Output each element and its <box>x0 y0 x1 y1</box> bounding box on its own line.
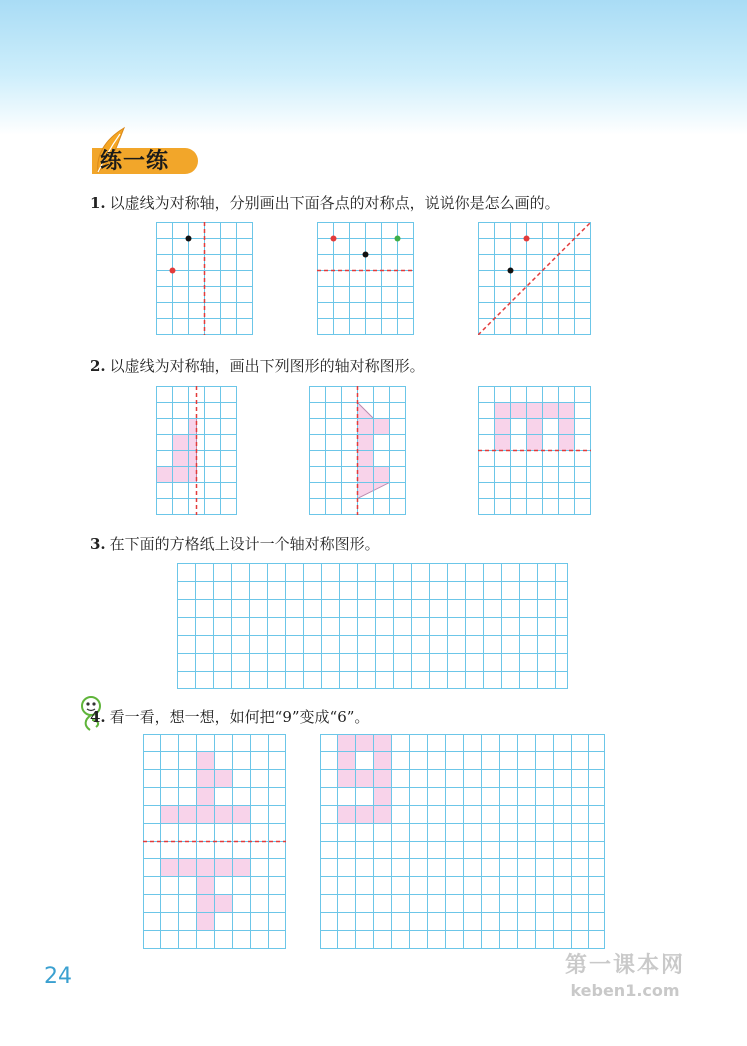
page-number: 24 <box>44 964 72 989</box>
section-title: 练一练 <box>100 149 170 174</box>
point-black <box>186 236 192 242</box>
watermark-line-1: 第一课本网 <box>564 953 685 978</box>
digit-nine-shape <box>338 735 392 824</box>
design-grid[interactable] <box>177 563 568 689</box>
watermark <box>560 948 690 1000</box>
question-text: 在下面的方格纸上设计一个轴对称图形。 <box>109 535 380 553</box>
question-3 <box>90 533 380 554</box>
question-text: 以虚线为对称轴，分别画出下面各点的对称点，说说你是怎么画的。 <box>109 194 560 212</box>
point-red <box>524 236 530 242</box>
header-band <box>0 0 747 135</box>
question-number: 1. <box>90 194 106 212</box>
given-shape <box>495 403 575 451</box>
q1-grid-c <box>478 222 591 335</box>
q2-grid-b <box>309 386 406 515</box>
q1-grid-b <box>317 222 414 335</box>
point-black <box>508 268 514 274</box>
question-text: 看一看，想一想，如何把“9”变成“6”。 <box>109 708 370 726</box>
question-2 <box>90 355 425 376</box>
question-4 <box>90 706 369 727</box>
question-number: 2. <box>90 357 106 375</box>
point-black <box>363 252 369 258</box>
point-green <box>395 236 401 242</box>
q4-grid-right <box>320 734 605 949</box>
point-red <box>331 236 337 242</box>
q2-grid-a <box>156 386 237 515</box>
q4-grid-left <box>143 734 286 949</box>
q1-grid-a <box>156 222 253 335</box>
question-number: 4. <box>90 708 106 726</box>
question-number: 3. <box>90 535 106 553</box>
q2-grid-c <box>478 386 591 515</box>
question-1 <box>90 192 560 213</box>
watermark-line-2: keben1.com <box>570 981 680 1000</box>
point-red <box>170 268 176 274</box>
section-title-badge <box>90 126 202 178</box>
question-text: 以虚线为对称轴，画出下列图形的轴对称图形。 <box>109 357 425 375</box>
